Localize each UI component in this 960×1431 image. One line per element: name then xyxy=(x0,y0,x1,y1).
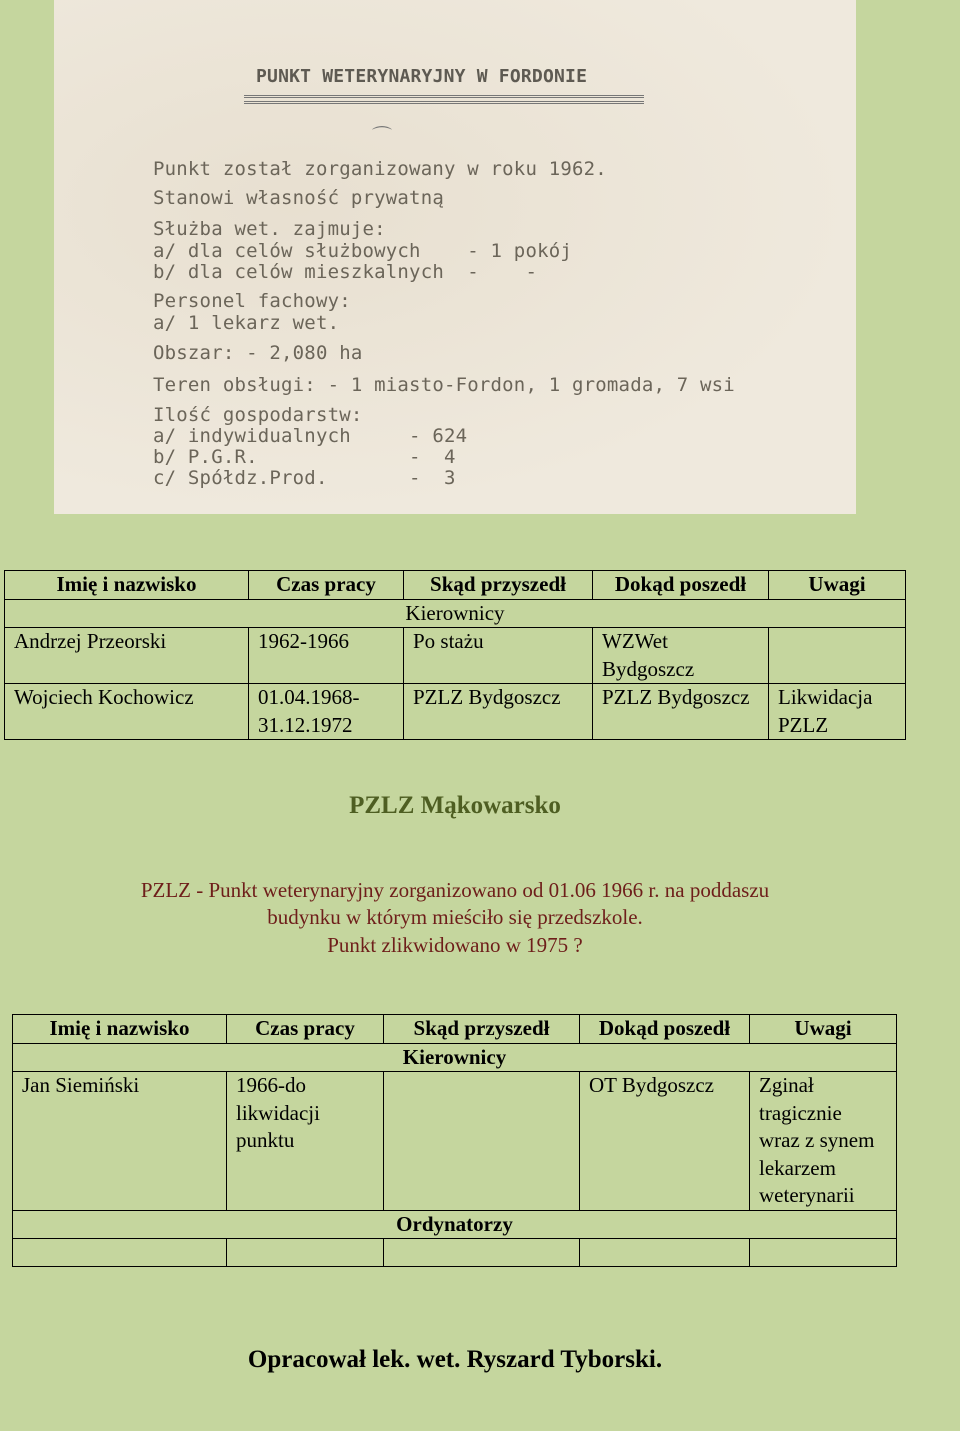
scan-line: a/ indywidualnych - 624 xyxy=(153,425,468,447)
section-row xyxy=(13,1043,897,1072)
header-name: Imię i nazwisko xyxy=(13,1015,227,1044)
section-description-line-3: Punkt zlikwidowano w 1975 ? xyxy=(327,933,583,957)
section-row xyxy=(13,1210,897,1239)
scan-line: Obszar: - 2,080 ha xyxy=(153,342,363,364)
table-row xyxy=(13,1239,897,1267)
scanned-document xyxy=(54,0,856,514)
section-label-managers: Kierownicy xyxy=(5,599,906,628)
cell-name: Jan Siemiński xyxy=(13,1072,227,1211)
handwritten-mark: ⌒ xyxy=(372,124,392,148)
table-row xyxy=(5,684,906,740)
cell-empty xyxy=(227,1239,384,1267)
scan-line: Służba wet. zajmuje: xyxy=(153,218,386,240)
cell-work-time: 1962-1966 xyxy=(249,628,404,684)
staff-table-fordon xyxy=(4,570,906,740)
cell-work-time: 1966-do likwidacji punktu xyxy=(227,1072,384,1211)
cell-empty xyxy=(384,1239,580,1267)
cell-empty xyxy=(13,1239,227,1267)
cell-from xyxy=(384,1072,580,1211)
header-name: Imię i nazwisko xyxy=(5,571,249,600)
scan-line: Teren obsługi: - 1 miasto-Fordon, 1 gromada, 7 wsi xyxy=(153,374,735,396)
title-underline-2 xyxy=(244,101,644,104)
scan-line: b/ dla celów mieszkalnych - - xyxy=(153,261,538,283)
header-to: Dokąd poszedł xyxy=(593,571,769,600)
header-notes: Uwagi xyxy=(769,571,906,600)
cell-to: OT Bydgoszcz xyxy=(580,1072,750,1211)
header-from: Skąd przyszedł xyxy=(384,1015,580,1044)
scan-line: c/ Spółdz.Prod. - 3 xyxy=(153,467,456,489)
cell-from: Po stażu xyxy=(404,628,593,684)
table-row xyxy=(13,1072,897,1211)
table-header-row xyxy=(5,571,906,600)
scan-line: Punkt został zorganizowany w roku 1962. xyxy=(153,158,607,180)
cell-empty xyxy=(580,1239,750,1267)
cell-empty xyxy=(750,1239,897,1267)
header-to: Dokąd poszedł xyxy=(580,1015,750,1044)
cell-notes: Zginał tragicznie wraz z synem lekarzem weterynarii xyxy=(750,1072,897,1211)
scan-line: Ilość gospodarstw: xyxy=(153,404,363,426)
scan-line: a/ dla celów służbowych - 1 pokój xyxy=(153,240,573,262)
cell-name: Wojciech Kochowicz xyxy=(5,684,249,740)
scan-line: b/ P.G.R. - 4 xyxy=(153,446,456,468)
table-header-row xyxy=(13,1015,897,1044)
staff-table-makowarsko xyxy=(12,1014,897,1267)
section-title: PZLZ Mąkowarsko xyxy=(349,792,561,819)
section-row xyxy=(5,599,906,628)
header-from: Skąd przyszedł xyxy=(404,571,593,600)
section-label-managers: Kierownicy xyxy=(13,1043,897,1072)
section-label-ordinators: Ordynatorzy xyxy=(13,1210,897,1239)
section-description-line-1: PZLZ - Punkt weterynaryjny zorganizowano od 01.06 1966 r. na poddaszu xyxy=(140,878,770,902)
header-notes: Uwagi xyxy=(750,1015,897,1044)
header-work-time: Czas pracy xyxy=(249,571,404,600)
scan-title: PUNKT WETERYNARYJNY W FORDONIE xyxy=(256,66,588,87)
author-credit: Opracował lek. wet. Ryszard Tyborski. xyxy=(247,1346,663,1373)
title-underline xyxy=(244,95,644,98)
cell-to: WZWet Bydgoszcz xyxy=(593,628,769,684)
section-description-line-2: budynku w którym mieściło się przedszkole. xyxy=(267,905,643,929)
table-row xyxy=(5,628,906,684)
scan-line: Stanowi własność prywatną xyxy=(153,187,444,209)
cell-notes xyxy=(769,628,906,684)
cell-name: Andrzej Przeorski xyxy=(5,628,249,684)
cell-work-time: 01.04.1968-31.12.1972 xyxy=(249,684,404,740)
scan-line: a/ 1 lekarz wet. xyxy=(153,312,340,334)
scan-line: Personel fachowy: xyxy=(153,290,351,312)
cell-notes: Likwidacja PZLZ xyxy=(769,684,906,740)
header-work-time: Czas pracy xyxy=(227,1015,384,1044)
cell-from: PZLZ Bydgoszcz xyxy=(404,684,593,740)
cell-to: PZLZ Bydgoszcz xyxy=(593,684,769,740)
